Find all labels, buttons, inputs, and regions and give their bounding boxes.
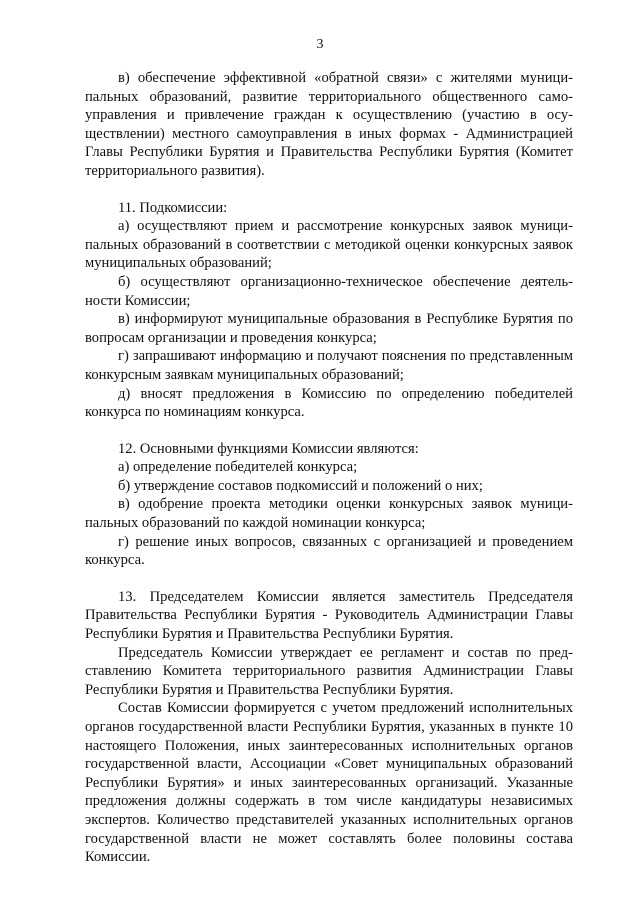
list-item-11-a: а) осуществляют прием и рассмотрение конкурсных заявок муниципальных образований в соответствии с методикой оценки конкурсных заявок муниципальных образований;	[85, 218, 573, 272]
composition-paragraph: Состав Комиссии формируется с учетом предложений исполнительных органов государственной власти Республики Бурятия, указанных в пункте 10 настоящего Положения, иных заинтересованных исполнительных органов государственной власти, Ассоциации «Совет муниципальных образований Республики Бурятия» и иных заинтересованных организаций. Указанные предложения должны содержать в том числе кандидатуры независимых экспертов. Количество представителей указанных исполнительных органов государственной власти не может составлять более половины состава Комиссии.	[85, 700, 573, 866]
section-12-heading: 12. Основными функциями Комиссии являются:	[118, 440, 419, 457]
section-11-heading: 11. Подкомиссии:	[118, 199, 228, 216]
section-gap	[85, 181, 573, 199]
paragraph-10-v: в) обеспечение эффективной «обратной связи» с жителями муниципальных образований, развитие территориального общественного самоуправления и привлечение граждан к осуществлению (участию в осуществлении) местного самоуправления в иных формах - Администрацией Главы Республики Бурятия и Правительства Республики Бурятия (Комитет территориального развития).	[85, 70, 573, 179]
list-item-11-g: г) запрашивают информацию и получают пояснения по представленным конкурсным заявкам муниципальных образований;	[85, 348, 573, 383]
list-item-12-a: а) определение победителей конкурса;	[118, 459, 358, 476]
section-gap	[85, 570, 573, 588]
list-item-11-v: в) информируют муниципальные образования в Республике Бурятия по вопросам организации и проведения конкурса;	[85, 311, 573, 346]
chairman-paragraph: Председатель Комиссии утверждает ее регламент и состав по представлению Комитета территориального развития Администрации Главы Республики Бурятия и Правительства Республики Бурятия.	[85, 644, 573, 698]
page-number: 3	[316, 37, 324, 52]
list-item-11-b: б) осуществляют организационно-техническое обеспечение деятельности Комиссии;	[85, 273, 573, 309]
section-13-paragraph: 13. Председателем Комиссии является заместитель Председателя Правительства Республики Бурятия - Руководитель Администрации Главы Республики Бурятия и Правительства Республики Бурятия.	[85, 588, 573, 643]
list-item-12-g: г) решение иных вопросов, связанных с организацией и проведением конкурса.	[85, 533, 573, 569]
document-body	[85, 69, 573, 867]
list-item-11-d: д) вносят предложения в Комиссию по определению победителей конкурса по номинациям конкурса.	[85, 385, 573, 421]
list-item-12-v: в) одобрение проекта методики оценки конкурсных заявок муниципальных образований по каждой номинации конкурса;	[85, 496, 573, 532]
section-gap	[85, 422, 573, 440]
list-item-12-b: б) утверждение составов подкомиссий и положений о них;	[118, 477, 483, 494]
